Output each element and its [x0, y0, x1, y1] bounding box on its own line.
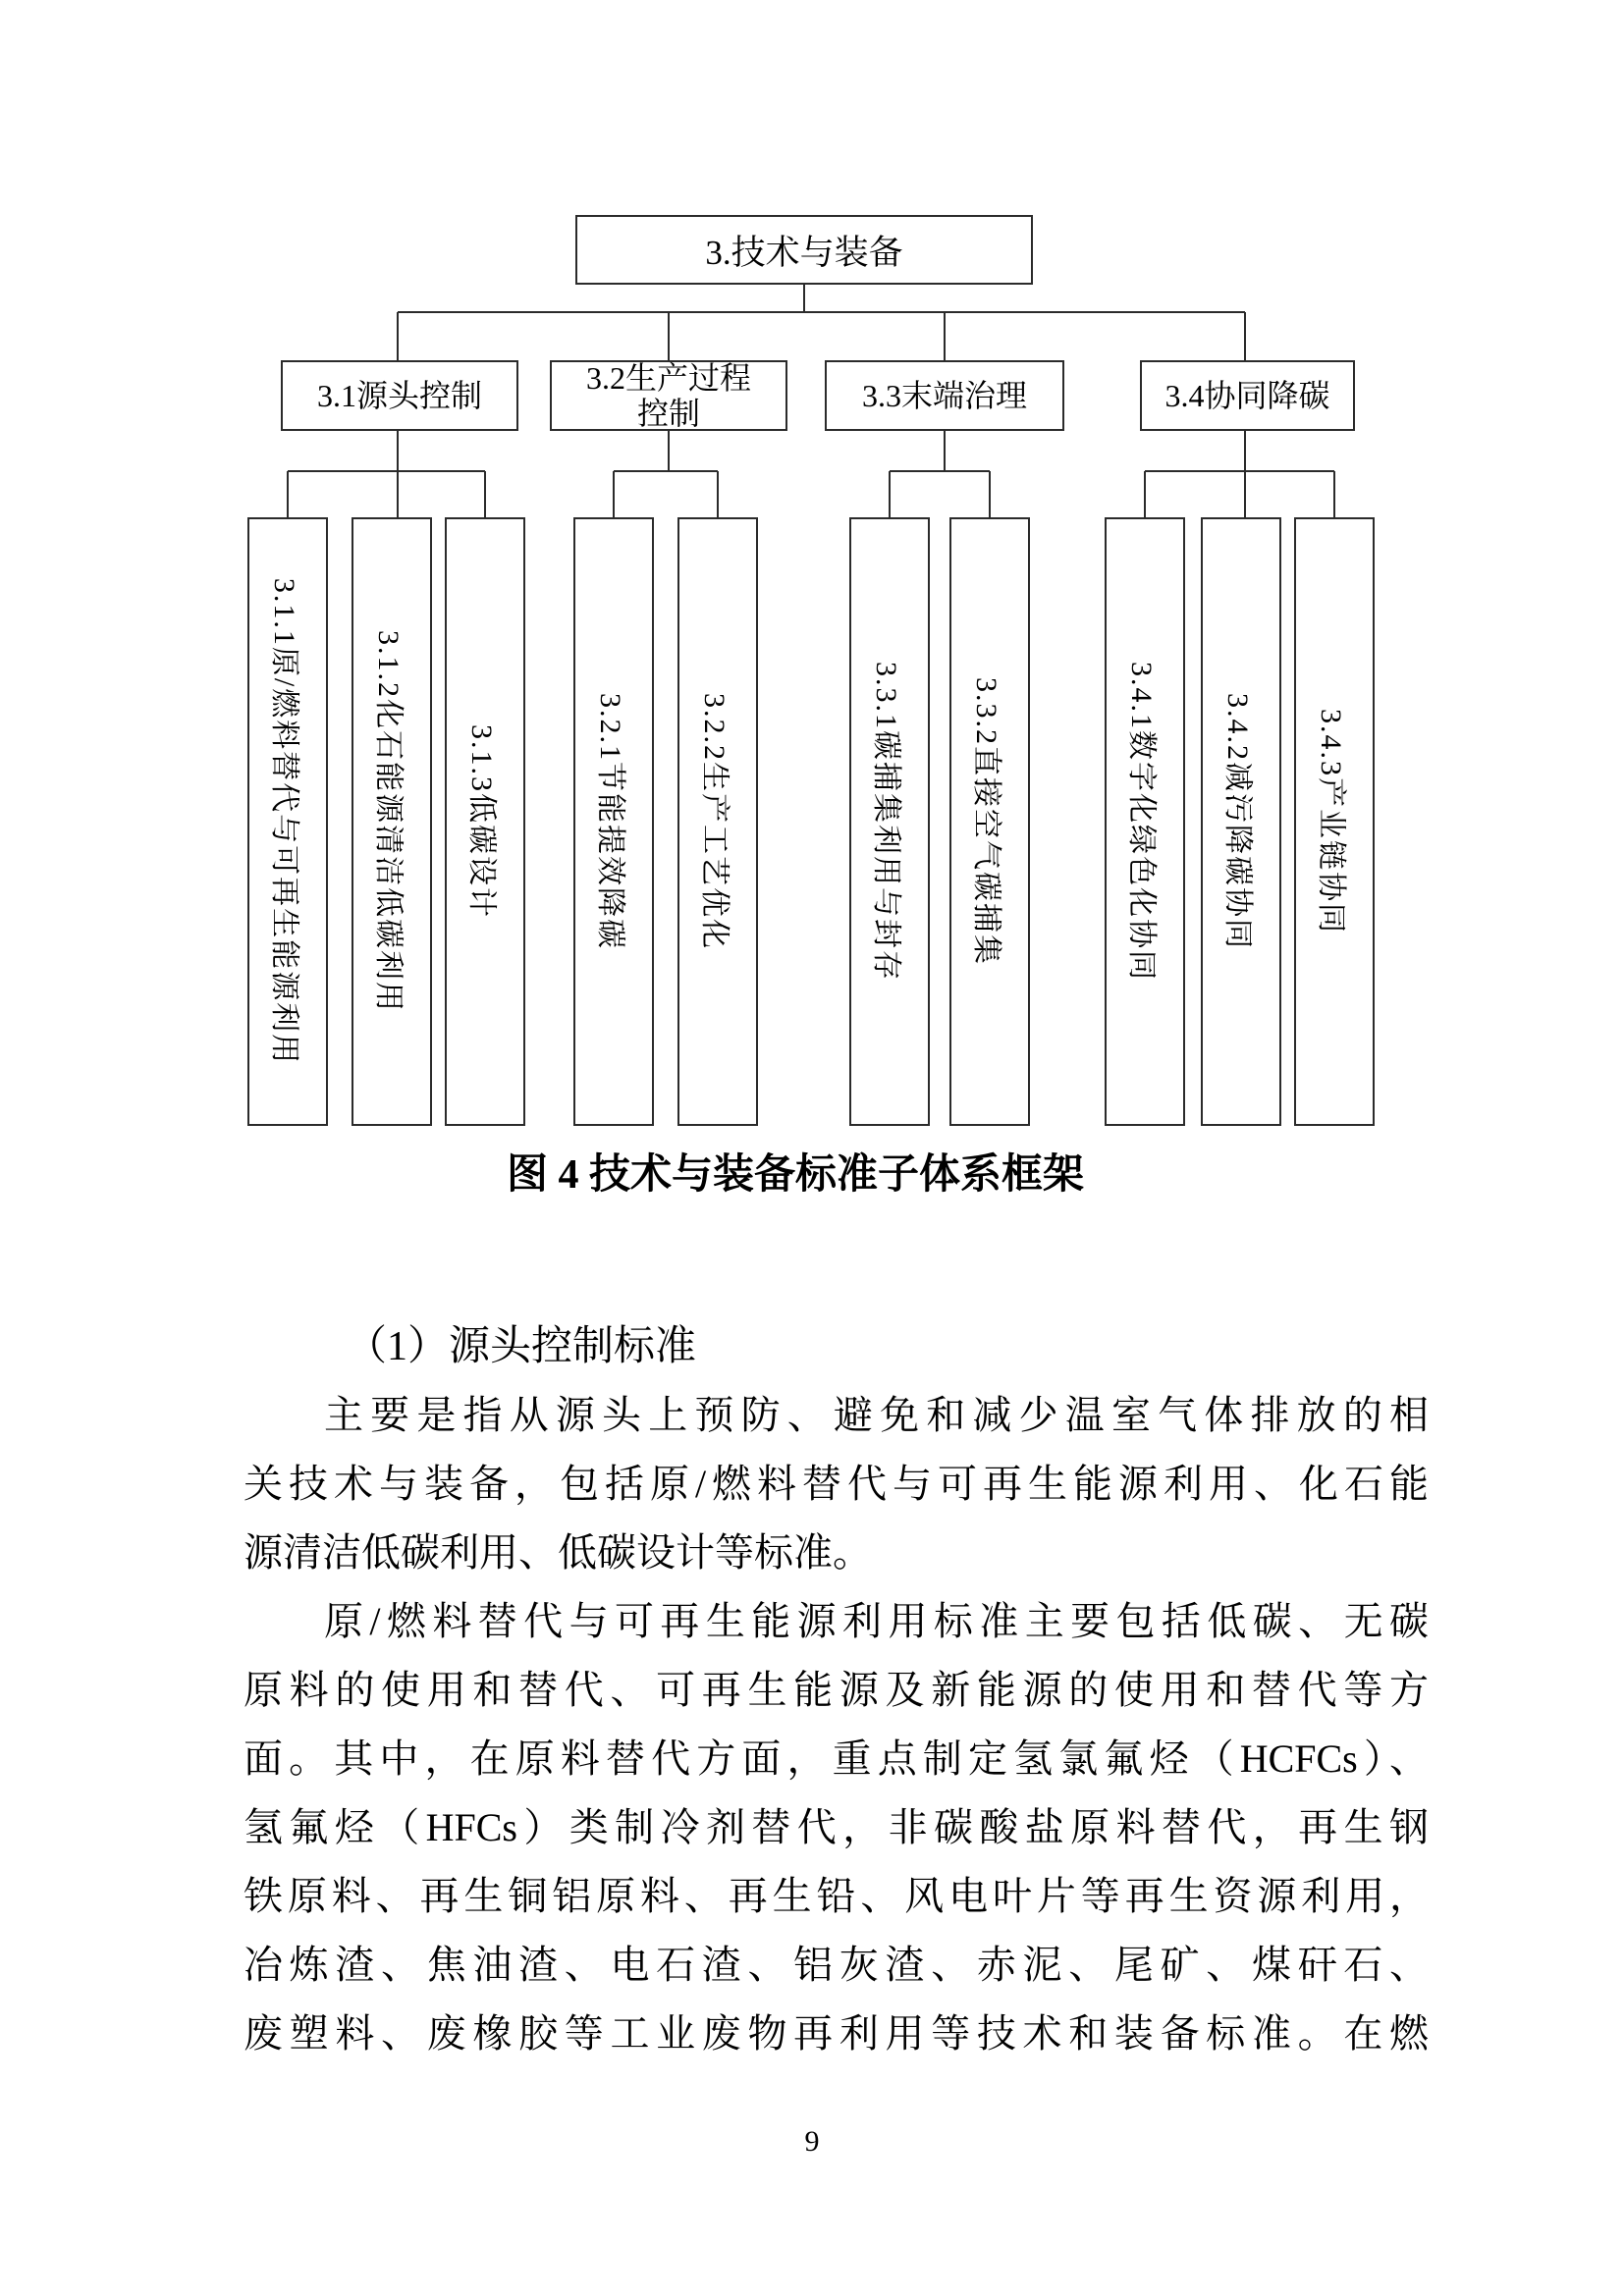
node-ccus: [849, 517, 930, 1126]
node-industry-chain-synergy: [1294, 517, 1375, 1126]
node-label: 3.1.1原/燃料替代与可再生能源利用: [268, 577, 300, 1066]
body-line: 主要是指从源头上预防、避免和减少温室气体排放的相: [324, 1393, 1429, 1437]
node-process-optimization: [677, 517, 758, 1126]
section-heading: （1）源头控制标准: [346, 1324, 697, 1369]
node-end-treatment: [825, 360, 1064, 431]
body-line: 原料的使用和替代、可再生能源及新能源的使用和替代等方: [244, 1668, 1429, 1712]
node-label: 3.3.2直接空气碳捕集: [970, 677, 1002, 966]
node-synergy-carbon-reduction: [1140, 360, 1355, 431]
node-source-control: [281, 360, 518, 431]
node-low-carbon-design: [445, 517, 525, 1126]
node-label: 3.3末端治理: [861, 378, 1027, 413]
connector-lines: [0, 0, 1624, 1139]
node-label: 3.3.1碳捕集利用与封存: [870, 662, 902, 982]
node-digital-green-synergy: [1105, 517, 1185, 1126]
node-label: 3.4.2减污降碳协同: [1221, 693, 1254, 950]
body-line: 关技术与装备，包括原/燃料替代与可再生能源利用、化石能: [244, 1462, 1429, 1506]
body-line: 氢氟烃（HFCs）类制冷剂替代，非碳酸盐原料替代，再生钢: [244, 1805, 1429, 1849]
node-fuel-substitution: [247, 517, 328, 1126]
node-pollution-carbon-synergy: [1201, 517, 1281, 1126]
body-text: [244, 1381, 1429, 2068]
body-line: 冶炼渣、焦油渣、电石渣、铝灰渣、赤泥、尾矿、煤矸石、: [244, 1943, 1429, 1987]
body-line: 废塑料、废橡胶等工业废物再利用等技术和装备标准。在燃: [244, 2011, 1429, 2056]
body-line: 面。其中，在原料替代方面，重点制定氢氯氟烃（HCFCs）、: [244, 1736, 1429, 1781]
node-label: 3.4.1数字化绿色化协同: [1125, 662, 1158, 982]
node-label: 3.2.2生产工艺优化: [698, 693, 731, 950]
node-label: 3.1.3低碳设计: [465, 724, 498, 919]
org-chart-figure: [0, 0, 1624, 1139]
node-production-process-control: [550, 360, 787, 431]
node-label: 3.2.1节能提效降碳: [594, 693, 626, 950]
body-line: 原/燃料替代与可再生能源利用标准主要包括低碳、无碳: [324, 1599, 1429, 1643]
node-tech-equipment: [575, 215, 1033, 285]
node-label: 3.4.3产业链协同: [1315, 709, 1347, 934]
figure-caption: 图 4 技术与装备标准子体系框架: [506, 1152, 1084, 1198]
node-direct-air-capture: [949, 517, 1030, 1126]
node-label: 3.1源头控制: [316, 378, 482, 413]
body-line: 铁原料、再生铜铝原料、再生铅、风电叶片等再生资源利用，: [244, 1874, 1429, 1918]
node-label: 3.1.2化石能源清洁低碳利用: [372, 630, 405, 1013]
node-energy-saving-efficiency: [573, 517, 654, 1126]
node-label: 3.4协同降碳: [1164, 378, 1330, 413]
page-number: 9: [804, 2125, 820, 2158]
node-fossil-energy-clean-use: [352, 517, 432, 1126]
node-label: 3.技术与装备: [705, 233, 903, 272]
node-label-line2: 控制: [636, 396, 700, 431]
body-line: 源清洁低碳利用、低碳设计等标准。: [244, 1530, 872, 1575]
node-label-line1: 3.2生产过程: [585, 360, 751, 396]
